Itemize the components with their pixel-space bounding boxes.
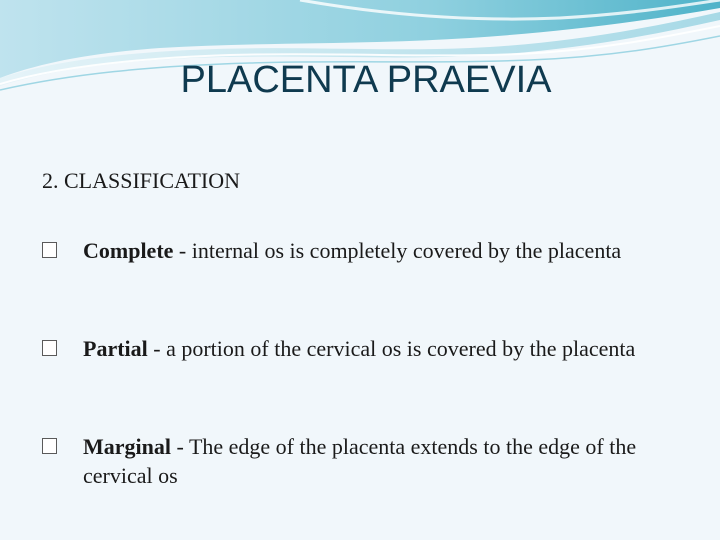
slide-title: PLACENTA PRAEVIA [180,59,552,101]
square-bullet-icon [42,340,57,356]
term-label: Marginal [83,434,171,459]
term-description: a portion of the cervical os is covered by the placenta [166,336,636,361]
list-item-text [83,432,708,490]
term-label: Complete [83,238,174,263]
section-subtitle: 2. CLASSIFICATION [42,168,241,193]
square-bullet-icon [42,242,57,258]
term-description: internal os is completely covered by the placenta [191,238,622,263]
term-separator: - [171,434,189,459]
square-bullet-icon [42,438,57,454]
term-separator: - [147,336,167,361]
list-item-text [83,334,708,363]
term-separator: - [173,238,192,263]
term-description: The edge of the placenta extends to the edge of the cervical os [83,434,637,488]
list-item-text [83,236,708,265]
term-label: Partial [83,336,148,361]
